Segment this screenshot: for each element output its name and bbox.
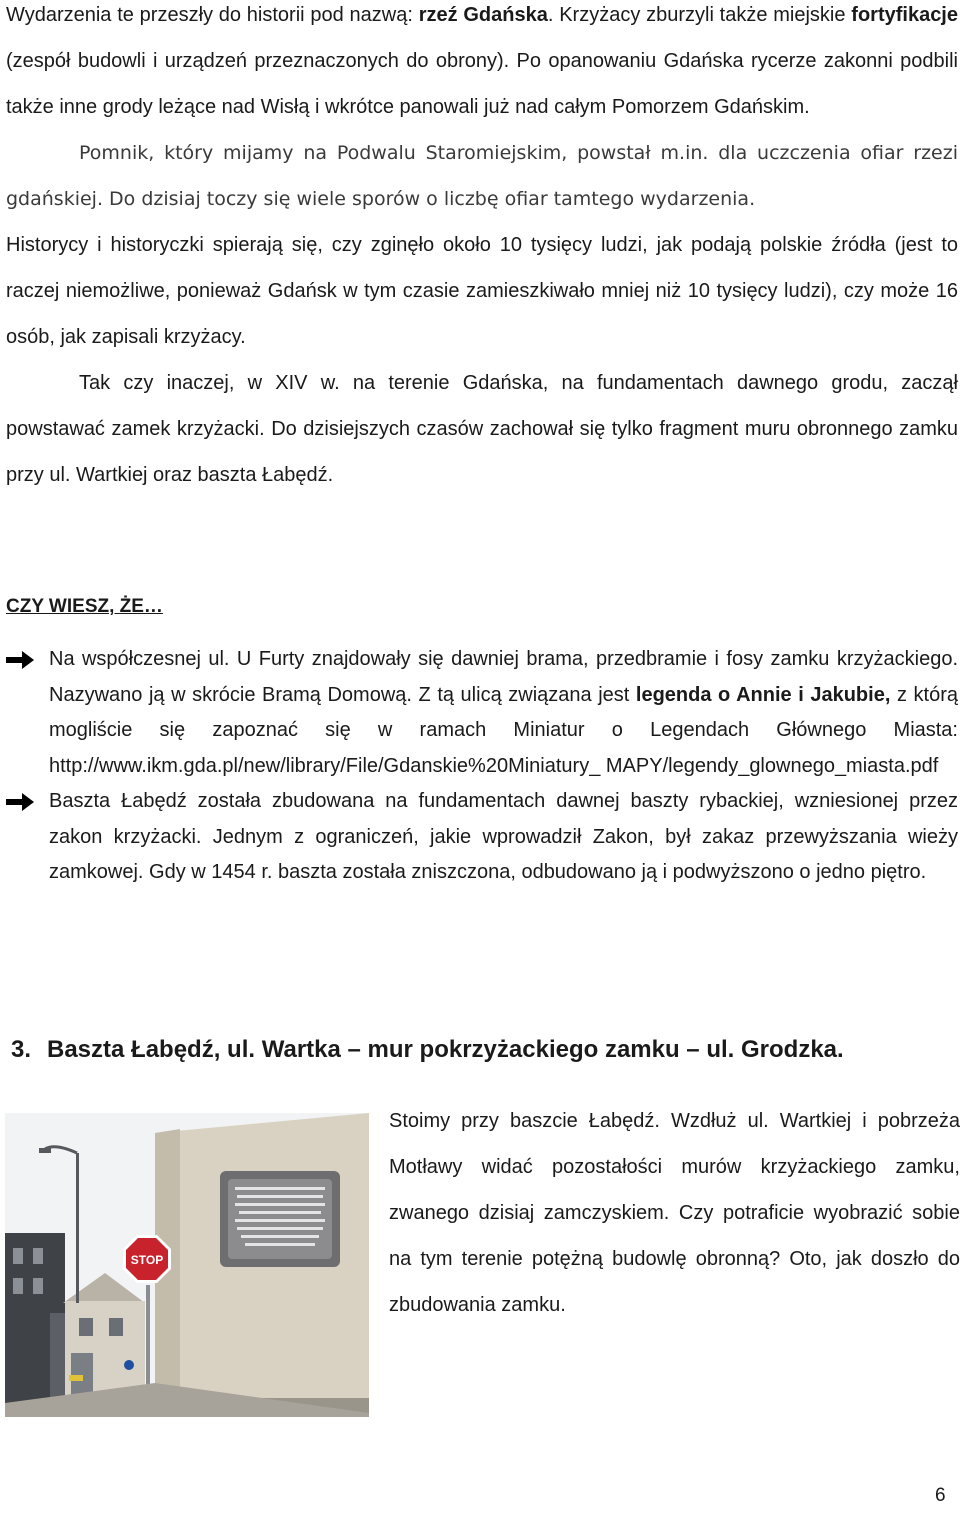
did-you-know-list [6,642,958,891]
item1-bold-legend: legenda o Annie i Jakubie, [635,683,891,706]
monument-paragraph-text: Historycy i historyczki spierają się, czy zginęło około 10 tysięcy ludzi, jak podają polskie źródła (jest to raczej niemożliwe, ponieważ Gdańsk w tym czasie zamieszkiwało mniej niż 10 tysięcy ludzi), czy może 16 osób, jak zapisali krzyżacy. [6,234,958,348]
intro-text-2: . Krzyżacy zburzyli także miejskie [547,4,846,26]
side-paragraph: Stoimy przy baszcie Łabędź. Wzdłuż ul. Wartkiej i pobrzeża Motławy widać pozostałości murów krzyżackiego zamku, zwanego dzisiaj zamczyskiem. Czy potraficie wyobrazić sobie na tym terenie potężną budowlę obronną? Oto, jak doszło do zbudowania zamku. [389,1110,960,1316]
monument-paragraph-lead: Pomnik, który mijamy na Podwalu Staromiejskim, powstał m.in. dla uczczenia ofiar rzezi gdańskiej. Do dzisiaj toczy się wiele sporów o liczbę ofiar tamtego wydarzenia. [6,142,958,210]
intro-paragraph [6,0,958,130]
stop-sign-text: STOP [130,1253,164,1267]
section-title: Baszta Łabędź, ul. Wartka – mur pokrzyżackiego zamku – ul. Grodzka. [47,1036,844,1063]
intro-text-3: (zespół budowli i urządzeń przeznaczonych do obrony). Po opanowaniu Gdańska rycerze zakonni podbili także inne grody leżące nad Wisłą i wkrótce panowali już nad całym Pomorzem Gdańskim. [6,50,958,118]
item1-text-1: Na współczesnej ul. U Furty znajdowały się dawniej brama, przedbramie i fosy zamku krzyżackiego. Nazywano ją w skrócie Bramą Domową. Z tą ulicą związana jest [49,648,958,706]
castle-paragraph: Tak czy inaczej, w XIV w. na terenie Gdańska, na fundamentach dawnego grodu, zaczął powstawać zamek krzyżacki. Do dzisiejszych czasów zachował się tylko fragment muru obronnego zamku przy ul. Wartkiej oraz baszta Łabędź. [6,372,958,486]
photo-illustration [5,1113,369,1417]
item2-text: Baszta Łabędź została zbudowana na fundamentach dawnej baszty rybackiej, wzniesionej przez zakon krzyżacki. Jednym z ograniczeń, jakie wprowadził Zakon, był zakaz przewyższania wieży zamkowej. Gdy w 1454 r. baszta została zniszczona, odbudowano ją i podwyższono o jedno piętro. [49,790,958,883]
arrow-right-icon [6,792,34,812]
intro-bold-rzez: rzeź Gdańska [418,4,548,26]
item1-text-2: z którą mogliście się zapoznać się w ramach Miniatur o Legendach Głównego Miasta: http://www.ikm.gda.pl/new/library/File/Gdanskie%20Miniatury_ MAPY/legendy_glownego_miasta.pdf [49,683,958,777]
did-you-know-heading: CZY WIESZ, ŻE… [6,596,163,617]
document-body [6,0,958,498]
page-number: 6 [935,1485,946,1506]
list-item [6,784,958,891]
intro-text-1: Wydarzenia te przeszły do historii pod nazwą: [6,4,419,26]
section-heading [11,1030,844,1070]
arrow-right-icon [6,650,34,670]
section-number: 3. [11,1036,32,1063]
intro-bold-fortyfikacje: fortyfikacje [851,4,958,26]
street-photo [5,1113,369,1417]
list-item [6,642,958,784]
